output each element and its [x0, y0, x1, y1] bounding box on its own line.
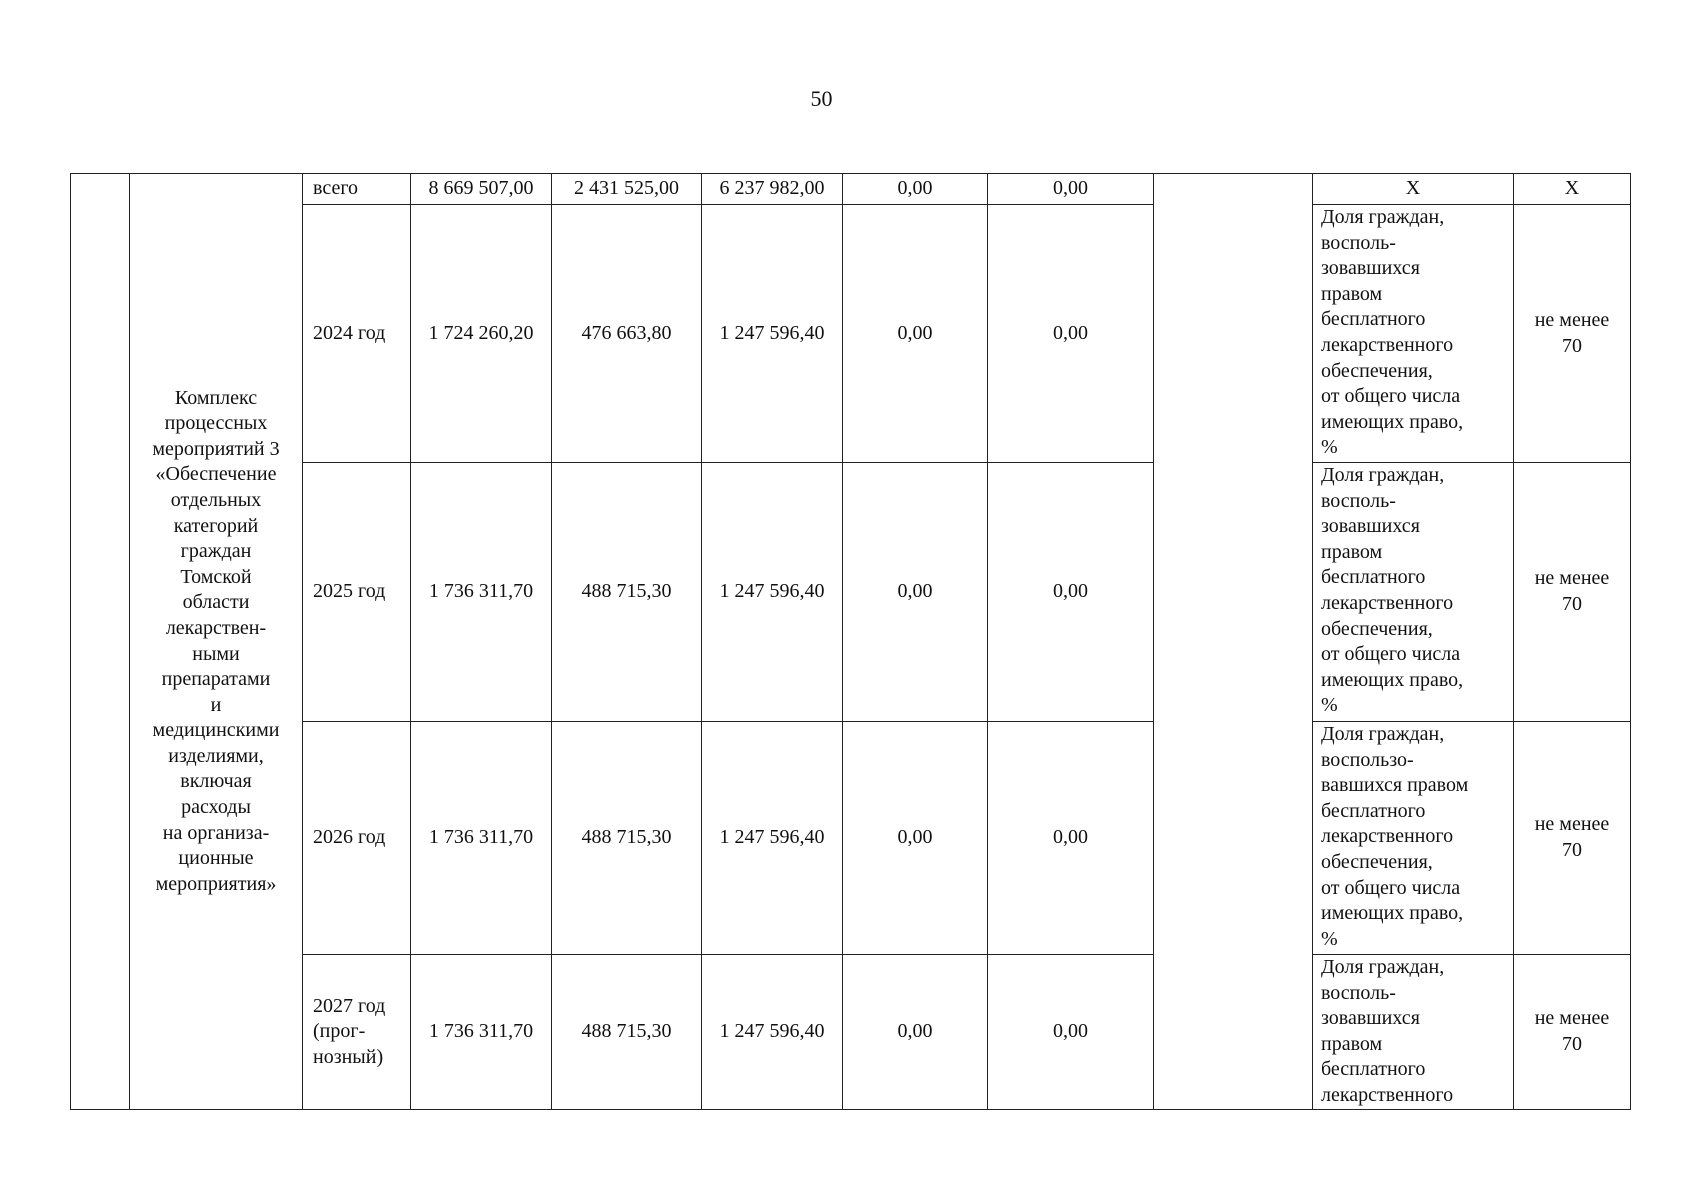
indicator-cell: Доля граждан, воспользо- вавшихся правом бесплатного лекарственного обеспечения, от общего числа имеющих право, % [1313, 722, 1514, 955]
table-row [71, 174, 1631, 205]
table-row [71, 205, 1631, 463]
local-amount-cell: 0,00 [843, 722, 988, 955]
period-cell: 2024 год [303, 205, 411, 463]
regional-amount-cell: 1 247 596,40 [702, 722, 843, 955]
period-cell: 2027 год (прог- нозный) [303, 955, 411, 1110]
federal-amount-cell: 488 715,30 [552, 463, 702, 722]
table-row [71, 722, 1631, 955]
total-amount-cell: 8 669 507,00 [411, 174, 552, 205]
total-amount-cell: 1 736 311,70 [411, 955, 552, 1110]
table-row [71, 955, 1631, 1110]
other-amount-cell: 0,00 [988, 174, 1154, 205]
federal-amount-cell: 488 715,30 [552, 955, 702, 1110]
total-amount-cell: 1 736 311,70 [411, 722, 552, 955]
period-cell: всего [303, 174, 411, 205]
regional-amount-cell: 1 247 596,40 [702, 463, 843, 722]
other-amount-cell: 0,00 [988, 463, 1154, 722]
page-number: 50 [810, 86, 833, 111]
indicator-cell: Х [1313, 174, 1514, 205]
local-amount-cell: 0,00 [843, 955, 988, 1110]
total-amount-cell: 1 736 311,70 [411, 463, 552, 722]
regional-amount-cell: 6 237 982,00 [702, 174, 843, 205]
target-value-cell: не менее 70 [1514, 205, 1631, 463]
other-amount-cell: 0,00 [988, 722, 1154, 955]
regional-amount-cell: 1 247 596,40 [702, 205, 843, 463]
federal-amount-cell: 476 663,80 [552, 205, 702, 463]
total-amount-cell: 1 724 260,20 [411, 205, 552, 463]
local-amount-cell: 0,00 [843, 205, 988, 463]
indicator-cell: Доля граждан, восполь- зовавшихся правом бесплатного лекарственного обеспечения, от общего числа имеющих право, % [1313, 205, 1514, 463]
table-row [71, 463, 1631, 722]
indicator-cell: Доля граждан, восполь- зовавшихся правом бесплатного лекарственного [1313, 955, 1514, 1110]
local-amount-cell: 0,00 [843, 174, 988, 205]
indicator-cell: Доля граждан, восполь- зовавшихся правом бесплатного лекарственного обеспечения, от общего числа имеющих право, % [1313, 463, 1514, 722]
number-cell [71, 174, 130, 1110]
local-amount-cell: 0,00 [843, 463, 988, 722]
regional-amount-cell: 1 247 596,40 [702, 955, 843, 1110]
target-value-cell: Х [1514, 174, 1631, 205]
other-amount-cell: 0,00 [988, 955, 1154, 1110]
executor-cell [1154, 174, 1313, 1110]
other-amount-cell: 0,00 [988, 205, 1154, 463]
federal-amount-cell: 488 715,30 [552, 722, 702, 955]
period-cell: 2025 год [303, 463, 411, 722]
federal-amount-cell: 2 431 525,00 [552, 174, 702, 205]
financing-table [70, 173, 1631, 1110]
period-cell: 2026 год [303, 722, 411, 955]
target-value-cell: не менее 70 [1514, 955, 1631, 1110]
complex-title-cell: Комплекс процессных мероприятий 3 «Обеспечение отдельных категорий граждан Томской области лекарствен- ными препаратами и медицинскими изделиями, включая расходы на организа- ционные мероприятия» [130, 174, 303, 1110]
target-value-cell: не менее 70 [1514, 463, 1631, 722]
target-value-cell: не менее 70 [1514, 722, 1631, 955]
